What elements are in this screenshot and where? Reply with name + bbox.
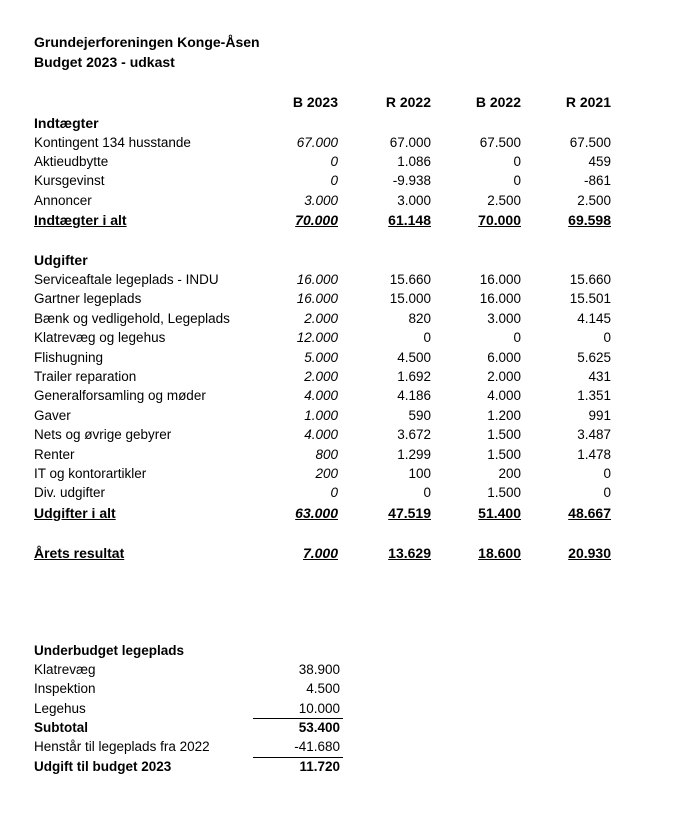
final-rule — [253, 757, 343, 758]
result-row-value: 18.600 — [478, 545, 521, 561]
expense-row-value: 0 — [423, 330, 431, 346]
carry-label: Henstår til legeplads fra 2022 — [34, 739, 210, 754]
subtotal-value: 53.400 — [298, 720, 340, 735]
income-row-value: 0 — [330, 154, 338, 169]
income-row-value: 0 — [513, 173, 521, 188]
expense-row-value: 16.000 — [479, 272, 521, 287]
expense-row-value: 2.000 — [487, 369, 521, 384]
expense-row-value: 16.000 — [296, 272, 338, 287]
carry-value: -41.680 — [294, 739, 340, 754]
expense-row-value: 5.625 — [577, 349, 611, 365]
expense-row-value: 12.000 — [296, 330, 338, 346]
sub-budget-heading: Underbudget legeplads — [34, 643, 185, 658]
income-row-value: -9.938 — [392, 173, 431, 188]
income-row-value: 67.000 — [296, 135, 338, 150]
expense-row-label: Nets og øvrige gebyrer — [34, 427, 172, 443]
expense-row-label: Gartner legeplads — [34, 291, 142, 307]
expense-row-value: 0 — [603, 330, 611, 346]
income-total-value: 70.000 — [478, 212, 521, 228]
expense-row-label: Bænk og vedligehold, Legeplads — [34, 310, 230, 326]
income-row-value: 3.000 — [397, 193, 431, 208]
sub-budget-label: Inspektion — [34, 681, 96, 696]
expense-row-value: 16.000 — [479, 291, 521, 307]
expense-row-value: 2.000 — [304, 369, 338, 384]
column-header: R 2021 — [565, 94, 611, 110]
sub-budget-label: Klatrevæg — [34, 662, 96, 677]
expense-row-value: 1.500 — [487, 427, 521, 443]
expenses-heading: Udgifter — [34, 252, 88, 268]
expense-row-value: 3.487 — [577, 427, 611, 443]
expense-row-value: 1.692 — [397, 369, 431, 384]
expense-row-value: 1.351 — [577, 388, 611, 404]
result-row-value: 7.000 — [302, 545, 338, 561]
expense-row-value: 200 — [315, 466, 338, 481]
expense-row-value: 1.500 — [487, 485, 521, 501]
document-title: Grundejerforeningen Konge-Åsen — [34, 34, 260, 50]
expense-row-value: 15.660 — [569, 272, 611, 287]
expense-row-label: Klatrevæg og legehus — [34, 330, 166, 346]
expense-row-value: 820 — [408, 310, 431, 326]
income-heading: Indtægter — [34, 115, 99, 131]
subtotal-rule — [253, 718, 343, 719]
expense-row-label: Div. udgifter — [34, 485, 106, 501]
expense-row-label: Renter — [34, 446, 75, 462]
expenses-total-value: 48.667 — [568, 505, 611, 521]
expense-row-value: 15.660 — [389, 272, 431, 287]
expenses-total-value: 51.400 — [478, 505, 521, 521]
sub-budget-value: 4.500 — [306, 681, 340, 696]
expense-row-value: 4.500 — [397, 349, 431, 365]
expense-row-value: 4.186 — [397, 388, 431, 404]
expense-row-value: 0 — [330, 485, 338, 501]
expense-row-value: 3.000 — [487, 310, 521, 326]
column-header: B 2023 — [292, 94, 338, 110]
expense-row-label: Flishugning — [34, 349, 104, 365]
sub-budget-value: 38.900 — [298, 662, 340, 677]
income-row-value: 0 — [513, 154, 521, 169]
income-row-value: 67.500 — [479, 135, 521, 150]
income-total-value: 61.148 — [388, 212, 431, 228]
income-row-label: Kontingent 134 husstande — [34, 135, 191, 150]
income-row-value: 459 — [588, 154, 611, 169]
expense-row-value: 15.501 — [569, 291, 611, 307]
income-row-label: Annoncer — [34, 193, 92, 208]
expense-row-value: 0 — [603, 466, 611, 481]
expense-row-value: 100 — [408, 466, 431, 481]
final-label: Udgift til budget 2023 — [34, 759, 172, 774]
expense-row-value: 5.000 — [304, 349, 338, 365]
expenses-total-value: 63.000 — [295, 505, 338, 521]
income-row-value: 67.500 — [569, 135, 611, 150]
result-row-label: Årets resultat — [34, 545, 125, 561]
income-row-value: -861 — [583, 173, 611, 188]
income-total-label: Indtægter i alt — [34, 212, 127, 228]
expense-row-value: 431 — [588, 369, 611, 384]
expense-row-value: 1.478 — [577, 446, 611, 462]
expense-row-value: 1.500 — [487, 446, 521, 462]
expense-row-value: 991 — [588, 407, 611, 423]
expense-row-value: 15.000 — [389, 291, 431, 307]
income-row-value: 2.500 — [487, 193, 521, 208]
expense-row-value: 2.000 — [304, 310, 338, 326]
expense-row-value: 4.145 — [577, 310, 611, 326]
expense-row-label: Generalforsamling og møder — [34, 388, 206, 404]
expense-row-value: 4.000 — [304, 388, 338, 404]
sub-budget-value: 10.000 — [298, 701, 340, 716]
column-header: R 2022 — [385, 94, 431, 110]
sub-budget-label: Legehus — [34, 701, 86, 716]
income-total-value: 69.598 — [568, 212, 611, 228]
expense-row-value: 590 — [408, 407, 431, 423]
income-row-value: 0 — [330, 173, 338, 188]
expense-row-label: Gaver — [34, 407, 71, 423]
income-row-label: Kursgevinst — [34, 173, 105, 188]
final-value: 11.720 — [299, 759, 340, 774]
expenses-total-label: Udgifter i alt — [34, 505, 116, 521]
subtotal-label: Subtotal — [34, 720, 88, 735]
income-row-label: Aktieudbytte — [34, 154, 109, 169]
expense-row-value: 1.200 — [487, 407, 521, 423]
result-row-value: 13.629 — [388, 545, 431, 561]
income-row-value: 67.000 — [389, 135, 431, 150]
column-header: B 2022 — [475, 94, 521, 110]
income-row-value: 1.086 — [397, 154, 431, 169]
expense-row-value: 3.672 — [397, 427, 431, 443]
expense-row-label: IT og kontorartikler — [34, 466, 147, 481]
expense-row-value: 1.000 — [304, 407, 338, 423]
expense-row-value: 4.000 — [487, 388, 521, 404]
income-row-value: 3.000 — [304, 193, 338, 208]
expense-row-value: 16.000 — [296, 291, 338, 307]
income-row-value: 2.500 — [577, 193, 611, 208]
income-total-value: 70.000 — [295, 212, 338, 228]
expense-row-value: 6.000 — [487, 349, 521, 365]
expense-row-value: 800 — [315, 446, 338, 462]
expense-row-value: 0 — [603, 485, 611, 501]
expense-row-value: 0 — [513, 330, 521, 346]
expense-row-value: 0 — [423, 485, 431, 501]
result-row-value: 20.930 — [568, 545, 611, 561]
expenses-total-value: 47.519 — [388, 505, 431, 521]
expense-row-label: Trailer reparation — [34, 369, 137, 384]
expense-row-value: 200 — [498, 466, 521, 481]
expense-row-value: 4.000 — [304, 427, 338, 443]
expense-row-label: Serviceaftale legeplads - INDU — [34, 272, 219, 287]
document-subtitle: Budget 2023 - udkast — [34, 54, 175, 70]
expense-row-value: 1.299 — [397, 446, 431, 462]
